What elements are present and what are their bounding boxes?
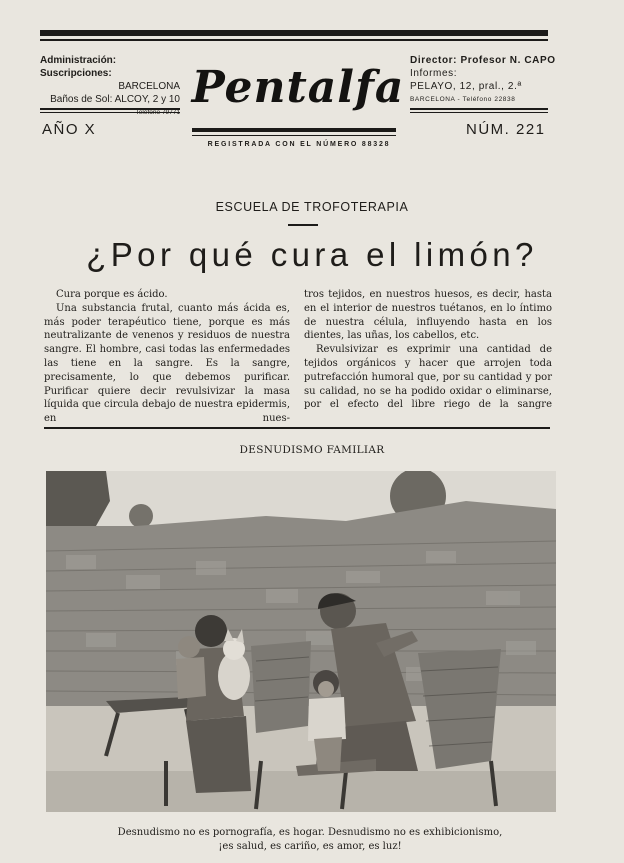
paragraph: tros tejidos, en nuestros huesos, es decir, hasta en el interior de nuestros tuétanos, en lo íntimo de nuestra célula, influyendo hasta en los dientes, las uñas, los cabellos, etc. xyxy=(304,289,552,342)
section-divider xyxy=(44,427,550,429)
article-kicker: ESCUELA DE TROFOTERAPIA xyxy=(215,200,409,214)
family-photo-illustration xyxy=(46,471,556,812)
left-info-rule xyxy=(40,108,180,110)
masthead-top-rule-thin xyxy=(40,39,548,41)
right-info-rule-thin xyxy=(410,112,548,113)
paragraph: Revulsivizar es exprimir una cantidad de tejidos orgánicos y hacer que arrojen toda putrefacción humoral que, por su cantidad y por su calidad, no se ha podido oxidar o eliminarse, por el efecto del libre riego de la sangre xyxy=(304,344,552,411)
issue-year: AÑO X xyxy=(42,121,97,138)
article-column-left xyxy=(44,288,290,426)
paragraph: Cura porque es ácido. xyxy=(56,289,168,300)
article-column-right xyxy=(304,288,552,412)
caption-line-1: Desnudismo no es pornografía, es hogar. Desnudismo no es exhibicionismo, xyxy=(117,827,503,838)
masthead-right-info xyxy=(410,54,558,106)
logo-rule xyxy=(192,128,396,132)
issue-number: NÚM. 221 xyxy=(466,121,546,138)
masthead-top-rule xyxy=(40,30,548,36)
informes-address: PELAYO, 12, pral., 2.ª xyxy=(410,81,522,92)
informes-label: Informes: xyxy=(410,68,458,79)
admin-address: Baños de Sol: ALCOY, 2 y 10 xyxy=(50,94,180,105)
logo-rule-thin xyxy=(192,135,396,136)
left-info-rule-thin xyxy=(40,112,180,113)
family-photo xyxy=(46,471,556,812)
paragraph: Una substancia frutal, cuanto más ácida es, más poder terapéutico tiene, porque es más neutralizante de venenos y residuos de nuestra sangre. El hombre, casi todas las enfermedades las tiene en la sangre. Es la sangre, precisamente, lo que debemos purificar. Purificar quiere decir revulsivizar la masa líquida que circula debajo de nuestra epidermis, en nues- xyxy=(44,302,290,425)
admin-label: Administración: Suscripciones: xyxy=(40,55,117,79)
photo-section-title: DESNUDISMO FAMILIAR xyxy=(239,444,385,456)
caption-line-2: ¡es salud, es cariño, es amor, es luz! xyxy=(218,841,402,852)
right-info-rule xyxy=(410,108,548,110)
registration-number: REGISTRADA CON EL NÚMERO 88328 xyxy=(207,141,391,148)
informes-phone: BARCELONA - Teléfono 22838 xyxy=(410,96,516,103)
photo-caption xyxy=(60,826,560,854)
kicker-divider xyxy=(288,224,318,226)
article-headline: ¿Por qué cura el limón? xyxy=(86,236,538,273)
admin-city: BARCELONA xyxy=(118,81,180,92)
director-label: Director: Profesor N. CAPO xyxy=(410,55,556,66)
magazine-logo: Pentalfa xyxy=(191,62,405,113)
